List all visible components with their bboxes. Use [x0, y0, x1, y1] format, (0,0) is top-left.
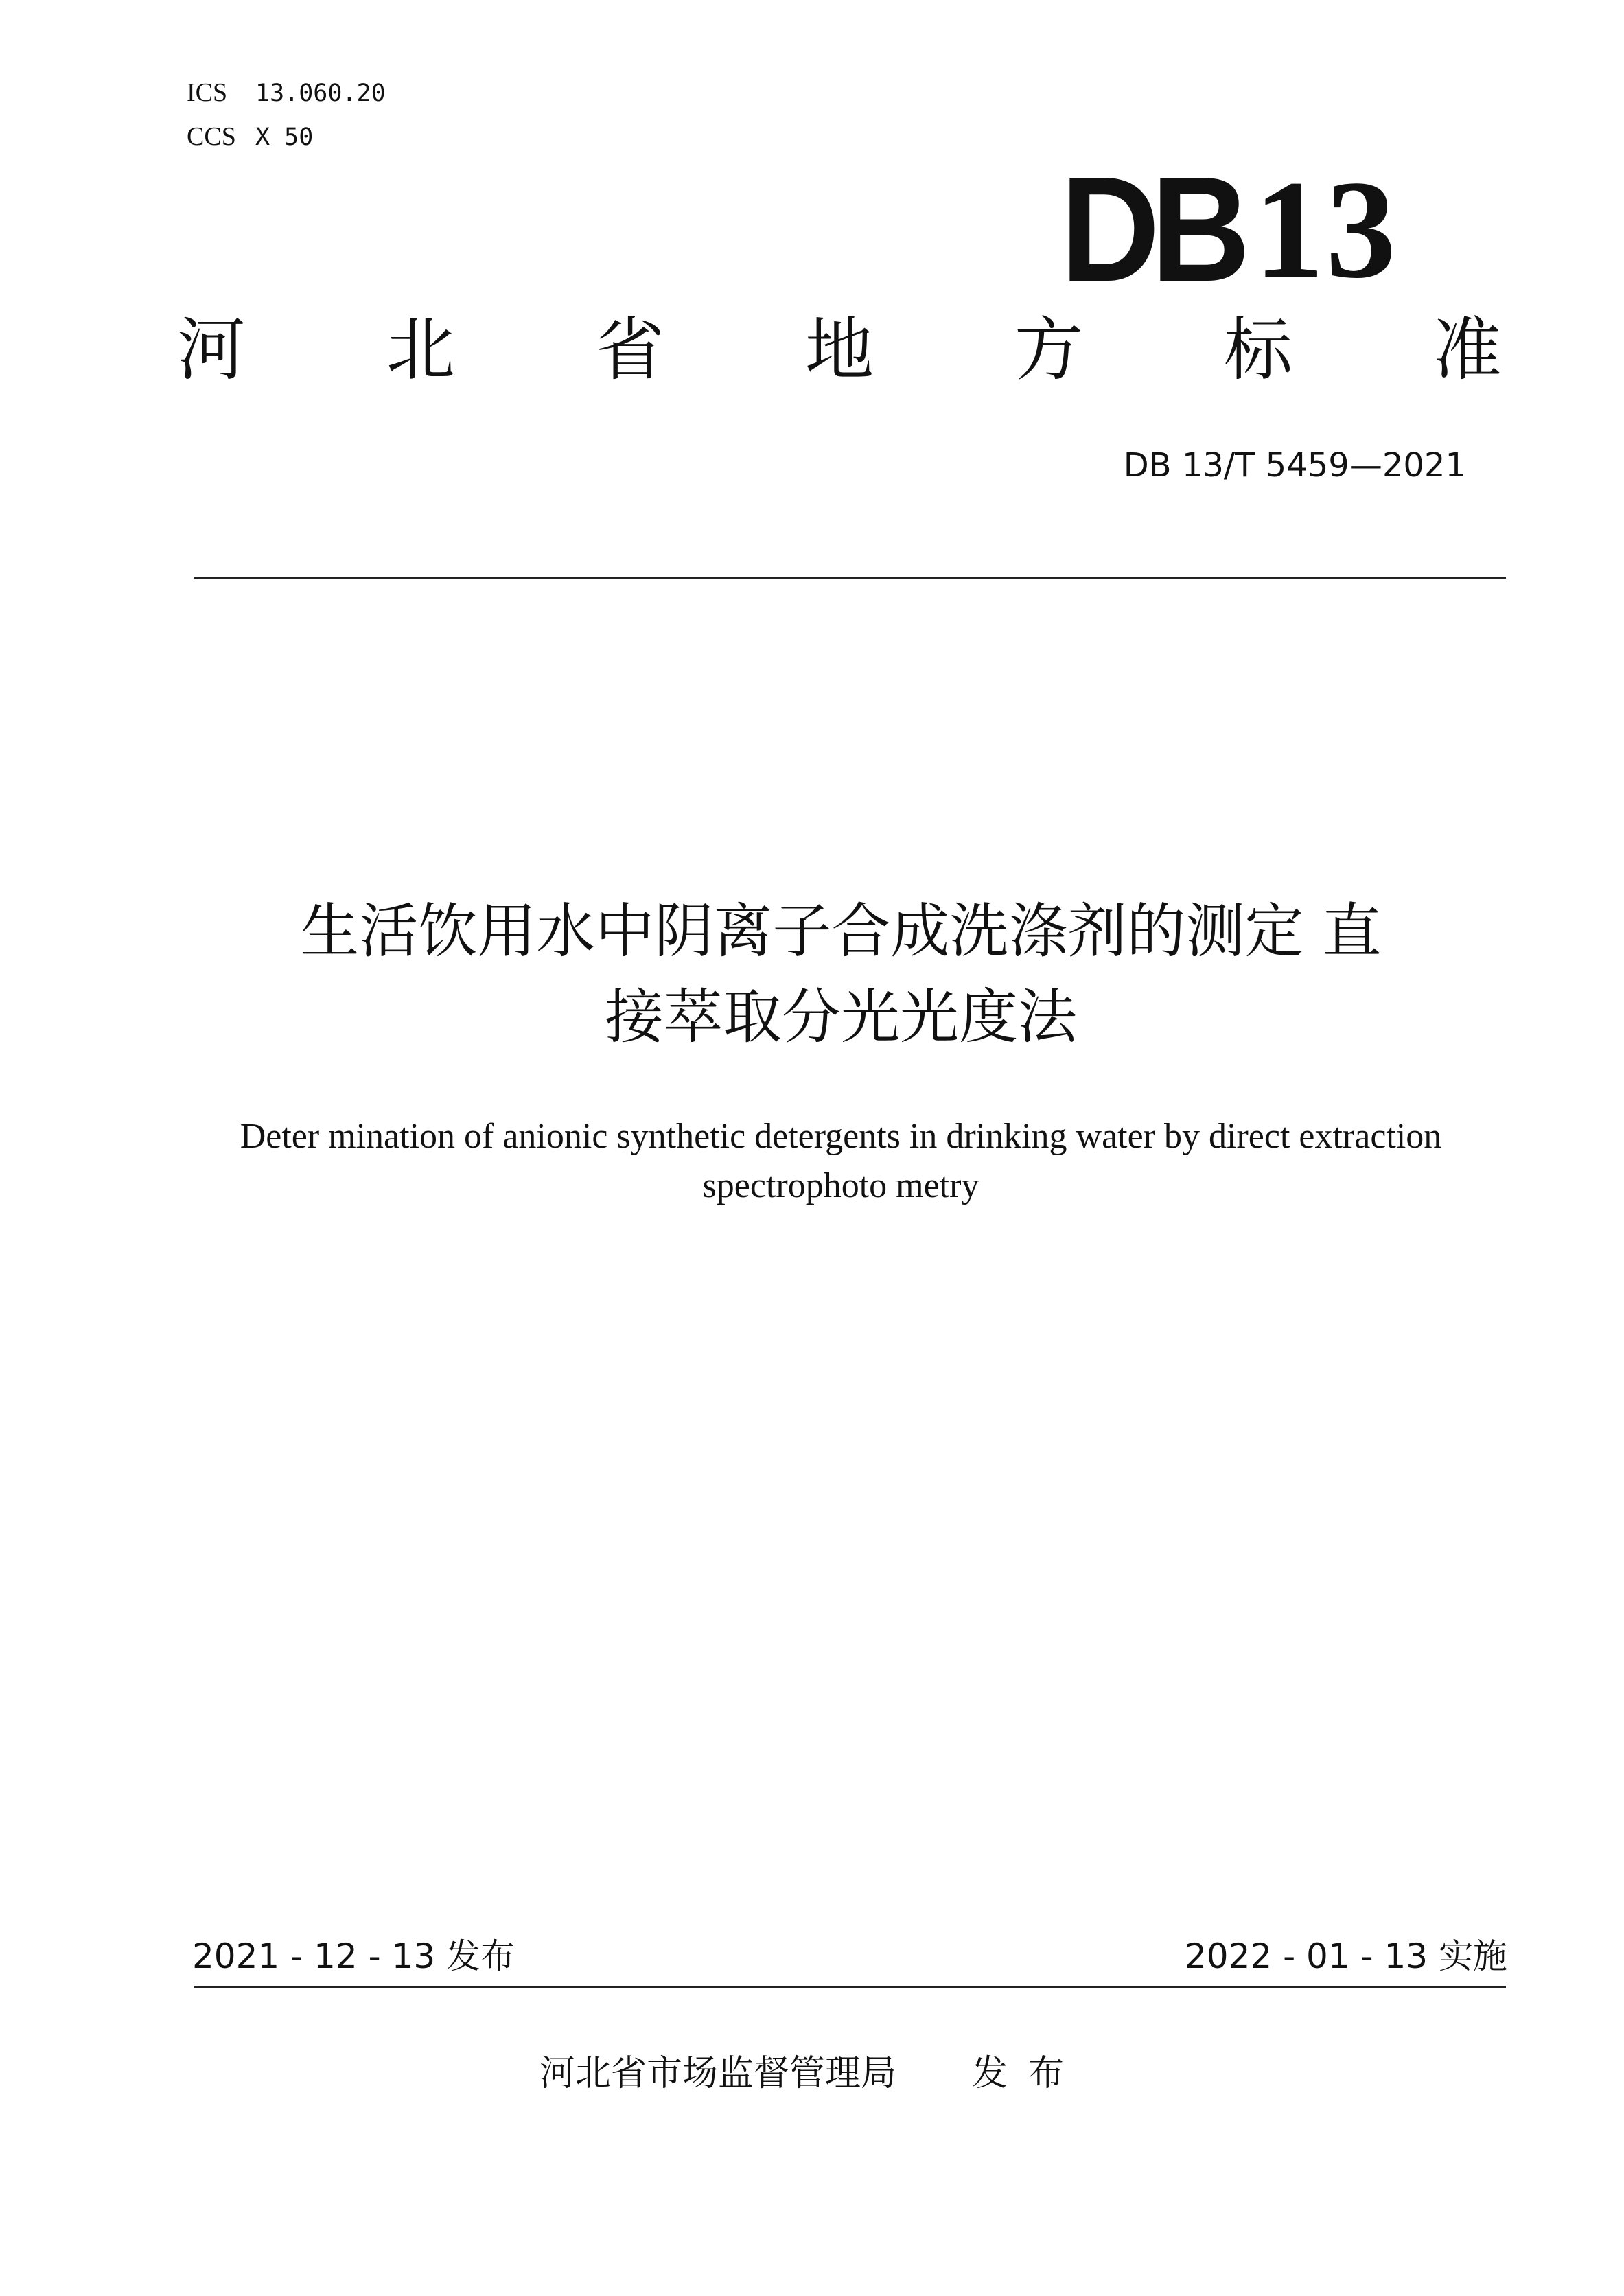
title-line-1: 生活饮用水中阴离子合成洗涤剂的测定 直	[300, 897, 1382, 966]
banner-char: 方	[1014, 310, 1083, 390]
ccs-code	[187, 121, 313, 152]
logo-letters: DB	[1060, 146, 1242, 313]
standard-number: DB 13/T 5459—2021	[1123, 446, 1466, 485]
header-divider	[194, 577, 1506, 579]
document-title-chinese	[172, 889, 1510, 1060]
ccs-label: CCS	[187, 122, 236, 151]
title-line-2: 接萃取分光光度法	[605, 983, 1077, 1052]
document-title-english	[172, 1112, 1510, 1211]
banner-char: 河	[177, 310, 246, 390]
english-title-line-1: Deter mination of anionic synthetic detergents in drinking water by direct extraction	[240, 1117, 1442, 1156]
banner-char: 准	[1433, 310, 1502, 390]
db13-logo	[1045, 146, 1397, 313]
issuer-action: 发布	[972, 2053, 1085, 2094]
banner-char: 地	[805, 310, 874, 390]
issuer	[0, 2051, 1624, 2096]
banner-char: 标	[1224, 310, 1292, 390]
ics-label: ICS	[187, 78, 228, 107]
footer-divider	[194, 1986, 1506, 1988]
logo-number: 13	[1254, 152, 1397, 308]
english-title-line-2: spectrophoto metry	[702, 1166, 979, 1205]
banner-char: 省	[596, 310, 664, 390]
issuer-name: 河北省市场监督管理局	[539, 2053, 896, 2094]
ics-code	[187, 77, 386, 108]
publish-date: 2021 - 12 - 13 发布	[192, 1936, 515, 1976]
standard-type-banner	[177, 309, 1502, 391]
banner-char: 北	[386, 310, 455, 390]
implement-date: 2022 - 01 - 13 实施	[1184, 1936, 1507, 1976]
ccs-value: X 50	[255, 124, 314, 151]
ics-value: 13.060.20	[255, 80, 386, 107]
